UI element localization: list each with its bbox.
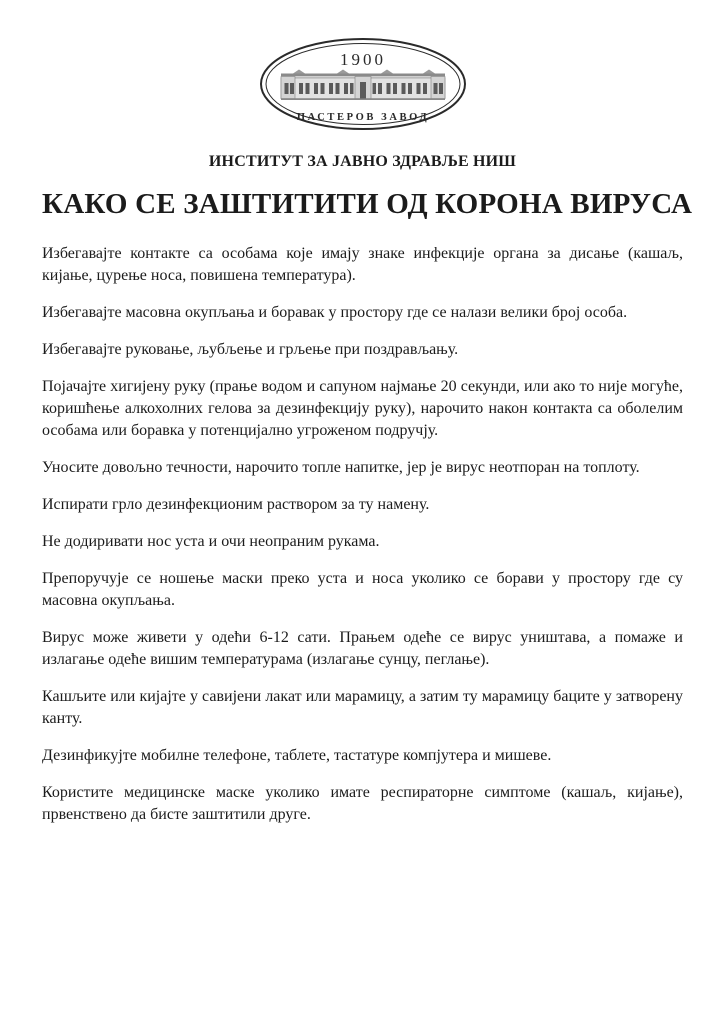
paragraph-cough-etiquette: Кашљите или кијајте у савијени лакат или марамицу, а затим ту марамицу баците у затворену канту.: [42, 688, 683, 727]
paragraph-gargle: Испирати грло дезинфекционим раствором за ту намену.: [42, 496, 430, 513]
seal-year: 1900: [339, 50, 386, 69]
paragraph-avoid-contacts: Избегавајте контакте са особама које имају знаке инфекције органа за дисање (кашаљ, кијање, цурење носа, повишена температура).: [42, 245, 683, 284]
institute-name: ИНСТИТУТ ЗА ЈАВНО ЗДРАВЉЕ НИШ: [208, 153, 517, 170]
seal-name: ПАСТЕРОВ ЗАВОД: [296, 112, 429, 123]
building-illustration: [281, 70, 445, 101]
page-title: КАКО СЕ ЗАШТИТИТИ ОД КОРОНА ВИРУСА: [42, 188, 693, 220]
pasteur-institute-seal: [259, 38, 467, 130]
paragraph-avoid-handshakes: Избегавајте руковање, љубљење и грљење при поздрављању.: [42, 341, 459, 358]
paragraph-hand-hygiene: Појачајте хигијену руку (прање водом и сапуном најмање 20 секунди, или ако то није могуће, коришћење алкохолних гелова за дезинфекцију руку), нарочито након контакта са оболелим особама или боравка у потенцијално угроженом подручју.: [42, 378, 683, 439]
paragraph-medical-masks: Користите медицинске маске уколико имате респираторне симптоме (кашаљ, кијање), првенствено да бисте заштитили друге.: [42, 784, 683, 823]
paragraph-avoid-gatherings: Избегавајте масовна окупљања и боравак у простору где се налази велики број особа.: [42, 304, 628, 321]
pasteur-institute-seal-icon: [259, 38, 467, 130]
paragraph-masks-in-crowds: Препоручује се ношење маски преко уста и носа уколико се борави у простору где су масовна окупљања.: [42, 570, 683, 609]
body-text: [42, 243, 683, 826]
paragraph-virus-on-clothes: Вирус може живети у одећи 6-12 сати. Прањем одеће се вирус уништава, а помаже и излагање одеће вишим температурама (излагање сунцу, пеглање).: [42, 629, 683, 668]
paragraph-fluids: Уносите довољно течности, нарочито топле напитке, јер је вирус неотпоран на топлоту.: [42, 459, 640, 476]
paragraph-disinfect-devices: Дезинфикујте мобилне телефоне, таблете, тастатуре компјутера и мишеве.: [42, 747, 552, 764]
paragraph-no-touching-face: Не додиривати нос уста и очи неопраним рукама.: [42, 533, 380, 550]
